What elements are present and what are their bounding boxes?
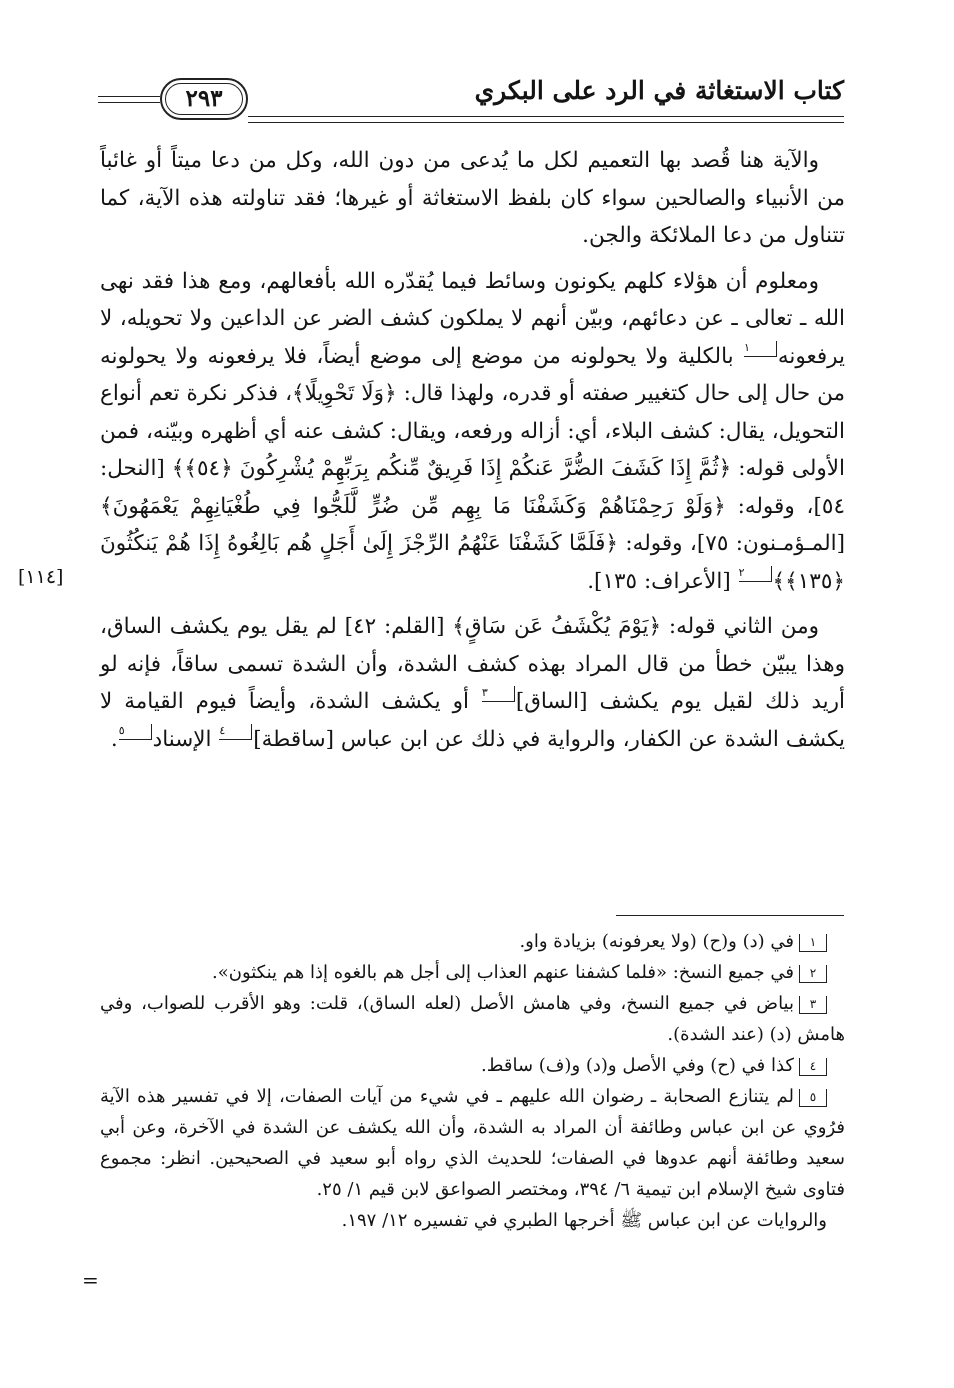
paragraph-2 — [100, 263, 845, 601]
paragraph-2-text-b: بالكلية ولا يحولونه من موضع إلى موضع أيضاً، فلا يرفعونه ولا يحولونه من حال إلى حال كتغيير صفته أو قدره، ولهذا قال: ﴿وَلَا تَحْوِيلًا﴾، فذكر نكرة تعم أنواع التحويل، يقال: كشف البلاء، أي: أزاله ورفعه، ويقال: كشف عنه أي أظهره وبيّنه، فمن الأولى قوله: ﴿ثُمَّ إِذَا كَشَفَ الضُّرَّ عَنكُمْ إِذَا فَرِيقٌ مِّنكُم بِرَبِّهِمْ يُشْرِكُونَ ﴿٥٤﴾﴾ [النحل: ٥٤]، وقوله: ﴿وَلَوْ رَحِمْنَاهُمْ وَكَشَفْنَا مَا بِهِم مِّن ضُرٍّ لَّلَجُّوا فِي طُغْيَانِهِمْ يَعْمَهُونَ﴾ [المـؤمـنون: ٧٥]، وقوله: ﴿فَلَمَّا كَشَفْنَا عَنْهُمُ الرِّجْزَ إِلَىٰ أَجَلٍ هُم بَالِغُوهُ إِذَا هُمْ يَنكُثُونَ ﴿١٣٥﴾﴾ — [100, 343, 845, 594]
page-number: ٢٩٣ — [185, 85, 223, 112]
paragraph-3-text-d: . — [110, 726, 118, 752]
paragraph-2-text-a: ومعلوم أن هؤلاء كلهم يكونون وسائط فيما يُقدّره الله بأفعالهم، ومع هذا فقد نهى الله ـ تعالى ـ عن دعائهم، وبيّن أنهم لا يملكون كشف الضر عن الداعين ولا تحويله، لا يرفعونه — [100, 268, 845, 369]
footnote-text-1: في (د) و(ح) (ولا يعرفونه) بزيادة واو. — [519, 931, 794, 952]
book-title: كتاب الاستغاثة في الرد على البكري — [474, 76, 844, 105]
paragraph-2-text-c: [الأعراف: ١٣٥]. — [587, 568, 738, 594]
footnote-ref-5[interactable]: ٥ — [119, 724, 152, 740]
footnote-number-4: ٤ — [799, 1058, 827, 1076]
footnote-ref-2[interactable]: ٢ — [739, 566, 772, 582]
footnote-ref-4[interactable]: ٤ — [219, 724, 252, 740]
paragraph-3-text-b: أو يكشف الشدة، وأيضاً فيوم القيامة لا يكشف الشدة عن الكفار، والرواية في ذلك عن ابن عباس [ساقطة] — [100, 689, 845, 752]
continuation-mark: = — [82, 1268, 99, 1292]
header-rule-left-top — [98, 96, 160, 97]
footnote-separator — [616, 915, 844, 916]
footnote-number-2: ٢ — [799, 965, 827, 983]
footnote-3 — [100, 988, 845, 1050]
header-rule-left-bottom — [98, 102, 160, 103]
footnote-number-5: ٥ — [799, 1089, 827, 1107]
footnote-text-4: كذا في (ح) وفي الأصل و(د) و(ف) ساقط. — [481, 1055, 794, 1076]
header-rule-right-top — [248, 116, 844, 117]
footnote-text-3: بياض في جميع النسخ، وفي هامش الأصل (لعله الساق)، قلت: وهو الأقرب للصواب، وفي هامش (د) (عند الشدة). — [100, 993, 845, 1045]
footnote-text-5: لم يتنازع الصحابة ـ رضوان الله عليهم ـ في شيء من آيات الصفات، إلا في تفسير هذه الآية فرُوي عن ابن عباس وطائفة أن المراد به الشدة، وأن الله يكشف عن الشدة في الآخرة، وعن أبي سعيد وطائفة أنهم عدوها في الصفات؛ للحديث الذي رواه أبو سعيد في الصحيحين. انظر: مجموع فتاوى شيخ الإسلام ابن تيمية ٦/ ٣٩٤، ومختصر الصواعق لابن قيم ١/ ٢٥. — [100, 1086, 845, 1200]
footnote-number-1: ١ — [799, 934, 827, 952]
footnote-5 — [100, 1081, 845, 1205]
paragraph-3-text-a: ومن الثاني قوله: ﴿يَوْمَ يُكْشَفُ عَن سَاقٍ﴾ [القلم: ٤٢] لم يقل يوم يكشف الساق، وهذا يبيّن خطأ من قال المراد بهذه كشف الشدة، وأن الشدة تسمى ساقاً، فإنه لو أريد ذلك لقيل يوم يكشف [الساق] — [100, 614, 845, 714]
page-number-badge — [160, 78, 248, 120]
paragraph-3-text-c: الإسناد — [152, 726, 219, 752]
footnote-1 — [100, 926, 845, 957]
footnote-4 — [100, 1050, 845, 1081]
footnote-ref-3[interactable]: ٣ — [482, 686, 515, 702]
paragraph-3 — [100, 608, 845, 758]
page-header — [98, 72, 844, 130]
footnote-ref-1[interactable]: ١ — [744, 341, 777, 357]
paragraph-1-text: والآية هنا قُصد بها التعميم لكل ما يُدعى من دون الله، وكل من دعا ميتاً أو غائباً من الأنبياء والصالحين سواء كان بلفظ الاستغاثة أو غيرها؛ فقد تناولته هذه الآية، كما تتناول من دعا الملائكة والجن. — [100, 148, 845, 248]
footnotes — [100, 926, 845, 1236]
header-rule-right-bottom — [248, 122, 844, 123]
paragraph-1 — [100, 142, 845, 255]
footnote-text-2: في جميع النسخ: «فلما كشفنا عنهم العذاب إلى أجل هم بالغوه إذا هم ينكثون». — [212, 962, 794, 983]
margin-page-reference: [١١٤] — [18, 566, 64, 588]
main-text — [100, 142, 845, 766]
footnote-continuation: والروايات عن ابن عباس ﷺ أخرجها الطبري في تفسيره ١٢/ ١٩٧. — [341, 1210, 827, 1231]
footnote-number-3: ٣ — [799, 996, 827, 1014]
footnote-2 — [100, 957, 845, 988]
